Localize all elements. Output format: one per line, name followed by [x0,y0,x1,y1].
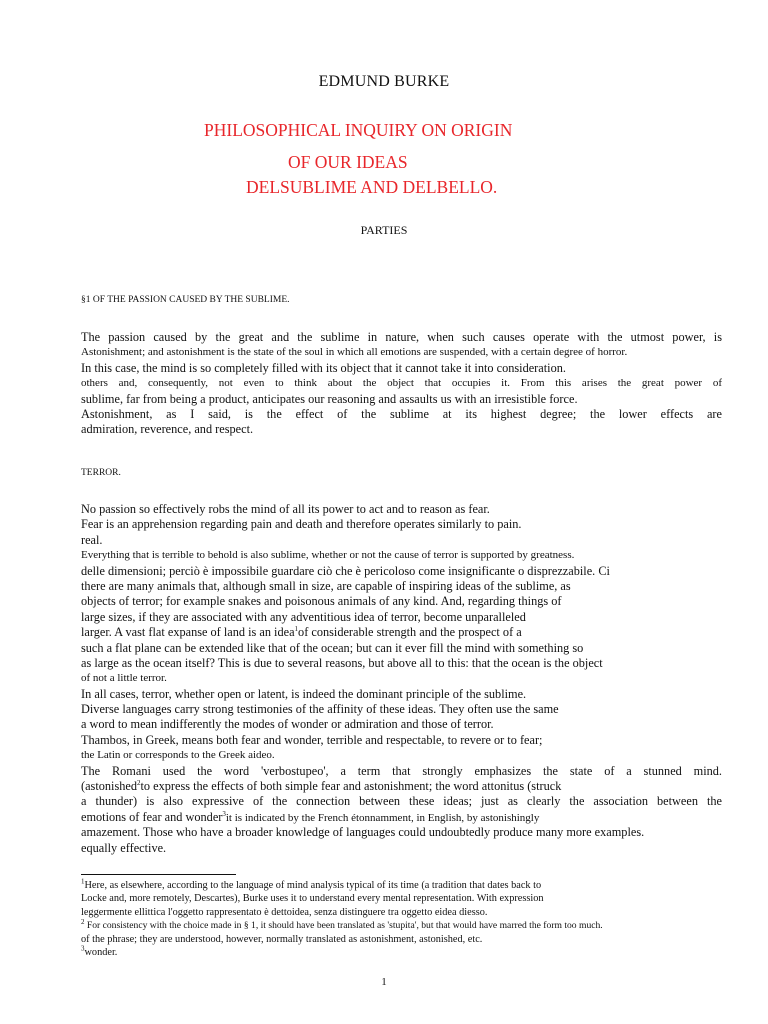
text-span: emotions of fear and wonder [81,809,223,824]
text-line: admiration, reverence, and respect. [81,422,254,437]
text-span: For consistency with the choice made in § 1, it should have been translated as 'stupita', but that would have marred the form too much. [84,920,603,932]
text-line: amazement. Those who have a broader knowledge of languages could undoubtedly produce many more examples. [81,825,645,840]
text-line: large sizes, if they are associated with any adventitious idea of terror, become unparalleled [81,609,526,624]
text-line [81,779,722,794]
text-line: Astonishment; and astonishment is the state of the soul in which all emotions are suspended, with a certain degree of horror. [81,346,628,359]
text-line: such a flat plane can be extended like that of the ocean; but can it ever fill the mind with something so [81,640,584,655]
footnote-line [81,919,741,932]
section-2-heading: TERROR. [81,468,121,478]
section-1-heading: §1 OF THE PASSION CAUSED BY THE SUBLIME. [81,295,290,305]
text-span: larger. A vast flat expanse of land is an idea [81,625,295,640]
section-2-paragraph [81,502,722,856]
footnote-line: Locke and, more remotely, Descartes), Burke uses it to understand every mental representation. With expression [81,893,544,905]
text-line: as large as the ocean itself? This is due to several reasons, but above all to this: that the ocean is the object [81,655,603,670]
parties-heading: PARTIES [360,223,408,237]
footnote-mark: 3 [222,809,226,818]
text-span: Here, as elsewhere, according to the language of mind analysis typical of its time (a tradition that dates back to [84,880,542,891]
text-line: In this case, the mind is so completely filled with its object that it cannot take it into consideration. [81,360,566,375]
footnote-mark: 2 [137,778,141,787]
text-span: of considerable strength and the prospect of a [298,625,522,640]
text-span: (astonished [81,779,138,794]
footnote-divider [81,874,236,875]
text-line: real. [81,532,103,547]
text-line: The passion caused by the great and the sublime in nature, when such causes operate with the utmost power, is [81,330,722,344]
text-line: of not a little terror. [81,672,167,685]
text-line: No passion so effectively robs the mind of all its power to act and to reason as fear. [81,502,490,516]
section-1-paragraph [81,330,722,438]
text-line: there are many animals that, although small in size, are capable of inspiring ideas of the sublime, as [81,578,571,593]
text-line: others and, consequently, not even to think about the object that occupies it. From this arises the great power of [81,377,722,390]
text-line: objects of terror; for example snakes and poisonous animals of any kind. And, regarding things of [81,594,562,609]
text-line: Thambos, in Greek, means both fear and wonder, terrible and respectable, to revere or to fear; [81,732,543,747]
text-line: Diverse languages carry strong testimonies of the affinity of these ideas. They often use the same [81,702,559,717]
footnote-line: leggermente ellittica l'oggetto rappresentato è dettoidea, senza distinguere tra oggetto eidea diesso. [81,906,488,918]
text-line [81,625,722,640]
footnote-mark: 1 [81,877,85,886]
text-span: it is indicated by the French étonnamment, in English, by astonishingly [225,811,540,824]
footnote-line [81,946,741,959]
text-line [81,810,722,825]
footnote-mark: 1 [294,625,299,634]
text-line: a word to mean indifferently the modes of wonder or admiration and those of terror. [81,717,494,732]
text-line: The Romani used the word 'verbostupeo', a term that strongly emphasizes the state of a stunned mind. [81,763,722,778]
footnote-line [81,879,741,892]
text-line: Everything that is terrible to behold is also sublime, whether or not the cause of terror is supported by greatness. [81,549,575,562]
title-line-1: PHILOSOPHICAL INQUIRY ON ORIGIN [204,120,513,140]
text-line: Fear is an apprehension regarding pain and death and therefore operates similarly to pain. [81,517,522,532]
text-line: delle dimensioni; perciò è impossibile guardare ciò che è pericoloso come insignificante o disprezzabile. Ci [81,563,610,578]
text-line: the Latin or corresponds to the Greek aideo. [81,749,275,762]
author-name: EDMUND BURKE [318,73,450,90]
title-line-2: OF OUR IDEAS [288,152,408,172]
text-line: In all cases, terror, whether open or latent, is indeed the dominant principle of the sublime. [81,686,527,701]
text-span: wonder. [84,946,118,958]
text-line: a thunder) is also expressive of the connection between these ideas; just as clearly the association between the [81,794,722,809]
text-line: Astonishment, as I said, is the effect of the sublime at its highest degree; the lower effects are [81,406,722,421]
text-line: sublime, far from being a product, anticipates our reasoning and assaults us with an irresistible force. [81,391,578,406]
text-span: to express the effects of both simple fear and astonishment; the word attonitus (struck [140,779,562,794]
footnote-mark: 2 [81,917,85,926]
footnote-mark: 3 [81,944,85,953]
title-line-3: DELSUBLIME AND DELBELLO. [246,177,498,197]
page-number: 1 [381,976,387,988]
footnotes [81,879,741,959]
footnote-line: of the phrase; they are understood, however, normally translated as astonishment, astonished, etc. [81,933,483,945]
text-line: equally effective. [81,840,167,855]
